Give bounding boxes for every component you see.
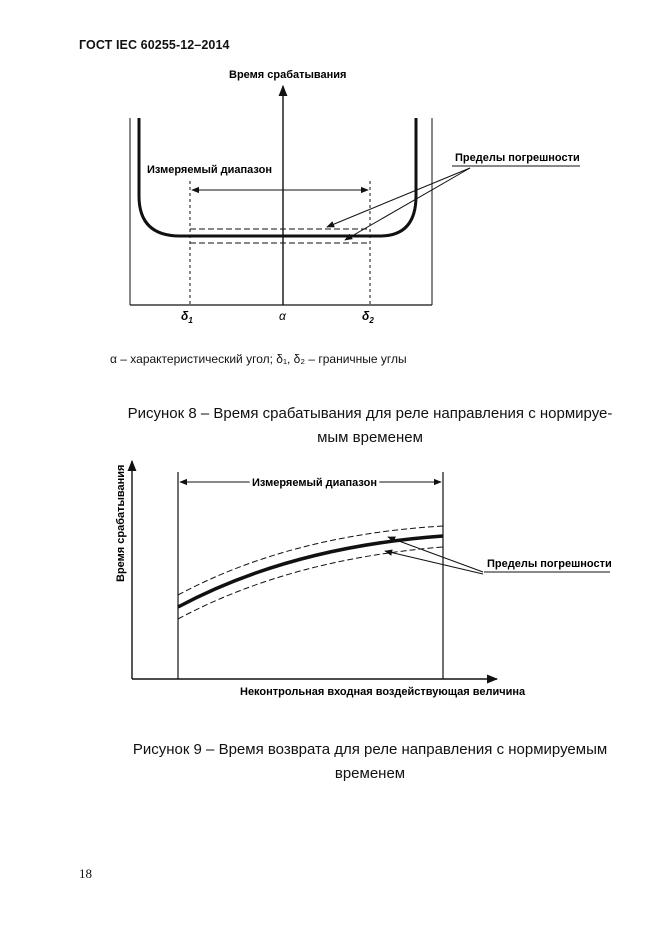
fig8-range-label: Измеряемый диапазон bbox=[147, 164, 272, 176]
fig9-upper-limit bbox=[178, 526, 443, 595]
fig8-y-axis-label: Время срабатывания bbox=[229, 69, 347, 81]
fig8-tick-delta1: $\delta_1$ bbox=[181, 309, 193, 325]
fig9-characteristic-curve bbox=[178, 536, 443, 607]
figure-8-caption-line2: мым временем bbox=[317, 429, 423, 446]
fig8-leader-lower bbox=[345, 168, 470, 240]
figure-9-caption bbox=[110, 738, 630, 786]
fig9-x-axis-label: Неконтрольная входная воздействующая величина bbox=[240, 686, 526, 698]
figure-8-caption bbox=[110, 402, 630, 450]
fig9-limits-label: Пределы погрешности bbox=[487, 558, 612, 570]
fig9-leader-upper bbox=[388, 537, 483, 572]
fig8-characteristic-curve bbox=[139, 118, 416, 236]
figure-9-caption-line2: временем bbox=[334, 765, 406, 782]
fig9-range-label: Измеряемый диапазон bbox=[252, 477, 377, 489]
page-number: 18 bbox=[79, 866, 92, 881]
fig8-tick-alpha: α bbox=[279, 309, 286, 323]
fig8-leader-upper bbox=[327, 168, 470, 227]
document-header: ГОСТ IEC 60255-12–2014 bbox=[79, 38, 230, 52]
fig9-y-axis-label: Время срабатывания bbox=[115, 464, 127, 582]
figure-9-diagram bbox=[115, 461, 612, 698]
figure-8-diagram bbox=[130, 69, 580, 325]
figure-9-caption-line1: Рисунок 9 – Время возврата для реле направления с нормируемым bbox=[132, 741, 608, 758]
fig8-limits-label: Пределы погрешности bbox=[455, 152, 580, 164]
figure-8-legend: α – характеристический угол; δ₁, δ₂ – граничные углы bbox=[110, 352, 407, 366]
fig8-tick-delta2: $\delta_2$ bbox=[362, 309, 374, 325]
figure-8-caption-line1: Рисунок 8 – Время срабатывания для реле направления с нормируе- bbox=[127, 405, 613, 422]
